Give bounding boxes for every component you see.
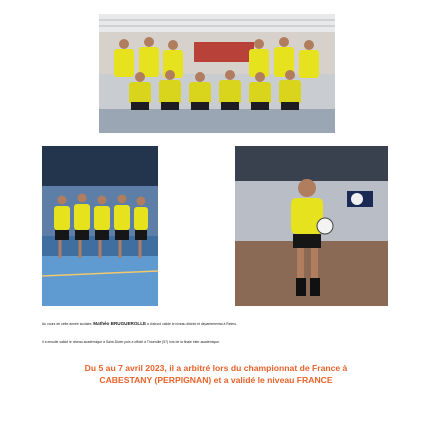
student-name: Mathéo BRUGUEROLLE <box>93 321 147 326</box>
intro-suffix: a d'abord validé le niveau district et départemental à Reims. <box>146 322 237 326</box>
headline-line1: Du 5 au 7 avril 2023, il a arbitré lors du championnat de France à <box>84 363 348 373</box>
intro-paragraph <box>42 322 392 327</box>
intro-prefix: Au cours de cette année scolaire, <box>42 322 94 326</box>
referee-with-ball-photo <box>235 146 388 306</box>
headline-line2: CABESTANY (PERPIGNAN) et a validé le niveau FRANCE <box>99 375 333 385</box>
referees-walking-photo <box>42 146 158 306</box>
group-photo <box>99 14 335 133</box>
championship-headline <box>30 362 402 386</box>
academic-paragraph: Il a ensuite validé le niveau académique à Saint-Dizier puis a officié à Thionville (57) lors de la finale inter-académique. <box>42 340 220 344</box>
